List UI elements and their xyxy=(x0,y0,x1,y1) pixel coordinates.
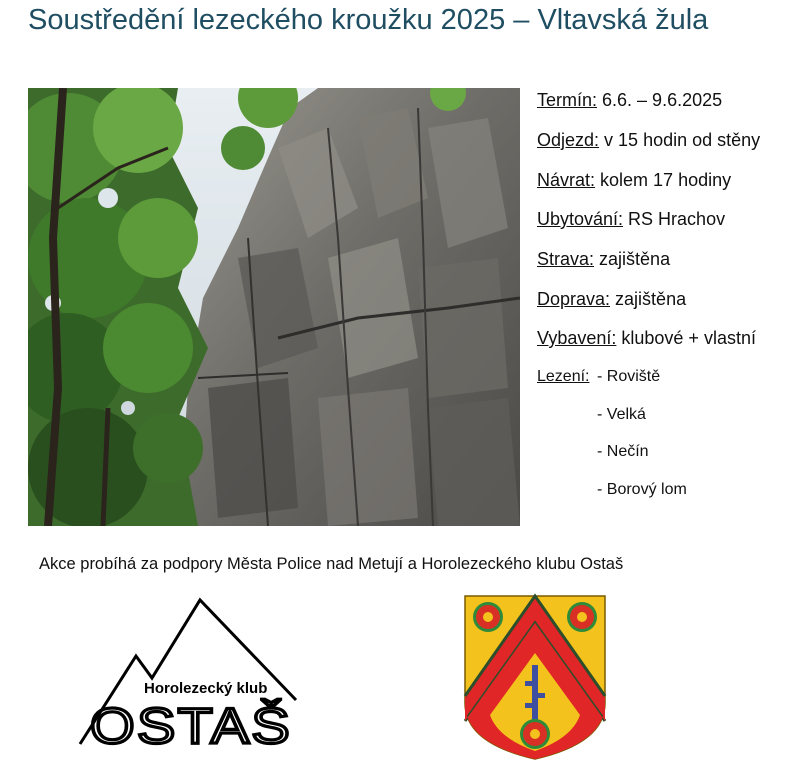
support-text: Akce probíhá za podpory Města Police nad Metují a Horolezeckého klubu Ostaš xyxy=(39,555,624,573)
info-row-vybaveni xyxy=(537,328,756,349)
info-value: RS Hrachov xyxy=(623,209,726,229)
club-logo-name: OSTAŠ xyxy=(90,698,292,748)
info-row-odjezd xyxy=(537,130,760,151)
lezeni-item: - Nečín xyxy=(597,443,649,460)
info-label: Termín: xyxy=(537,90,598,110)
info-row-lezeni xyxy=(537,368,589,386)
info-value: zajištěna xyxy=(594,249,671,269)
info-value: klubové + vlastní xyxy=(616,328,756,348)
info-value: v 15 hodin od stěny xyxy=(599,130,761,150)
info-row-strava xyxy=(537,249,670,270)
info-value: 6.6. – 9.6.2025 xyxy=(597,90,723,110)
info-row-navrat xyxy=(537,170,731,191)
info-row-doprava xyxy=(537,289,686,310)
info-label: Vybavení: xyxy=(537,328,617,348)
coat-of-arms xyxy=(462,593,608,761)
rose-top-right xyxy=(567,602,597,632)
info-label: Odjezd: xyxy=(537,130,600,150)
info-value: zajištěna xyxy=(610,289,687,309)
info-label: Doprava: xyxy=(537,289,611,309)
lezeni-item: - Velká xyxy=(597,406,646,423)
info-row-ubytovani xyxy=(537,209,725,230)
lezeni-item: - Roviště xyxy=(597,368,661,385)
info-label: Lezení: xyxy=(537,368,590,385)
info-value: kolem 17 hodiny xyxy=(595,170,732,190)
lezeni-item: - Borový lom xyxy=(597,481,687,498)
info-row-termin xyxy=(537,90,722,111)
rose-bottom xyxy=(520,719,550,749)
page-title: Soustředění lezeckého kroužku 2025 – Vltavská žula xyxy=(28,4,709,36)
club-logo xyxy=(76,596,300,748)
info-label: Strava: xyxy=(537,249,595,269)
info-label: Návrat: xyxy=(537,170,596,190)
rose-top-left xyxy=(473,602,503,632)
rock-wall-photo xyxy=(28,88,520,526)
club-logo-subtitle: Horolezecký klub xyxy=(144,680,268,697)
info-label: Ubytování: xyxy=(537,209,624,229)
